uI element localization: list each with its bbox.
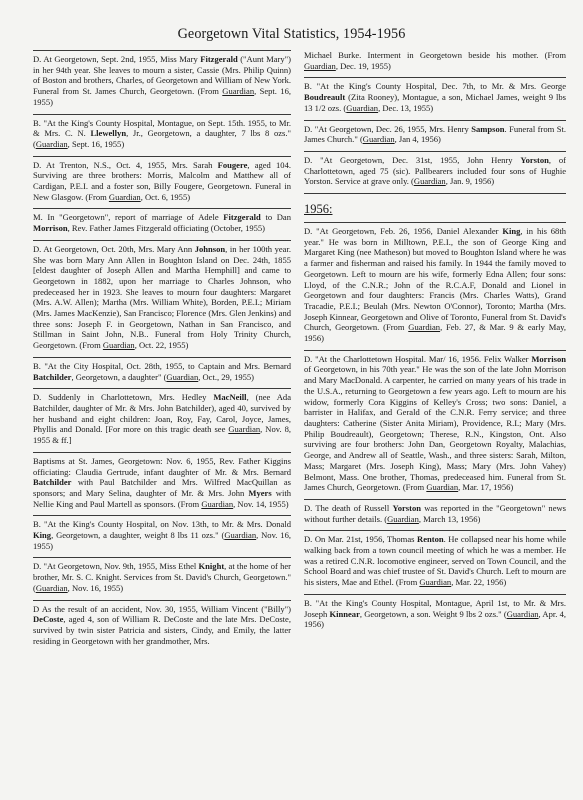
surname: Knight	[198, 561, 225, 572]
entry-text: . He collapsed near his home while walking back from a town council meeting of which he was a member. He was a retired C.N.R. locomotive engineer, served on Town Council, and the School Board and was chief trustee of St. David's Church. Left to mourn are his sisters, Mae and Ethel. (From	[304, 534, 566, 588]
source-date: , Nov. 16, 1955)	[33, 530, 291, 551]
source-date: , Nov. 16, 1955)	[67, 582, 124, 593]
source-date: , Nov. 14, 1955)	[233, 498, 289, 509]
entry-text: B. "At the King's County Hospital, Montague, April 1st, to Mr. & Mrs. Joseph	[304, 597, 566, 619]
source-name: Guardian	[35, 138, 68, 149]
entry-text: , Georgetown, a daughter, weight 8 lbs 11 ozs." (	[51, 530, 225, 541]
year-heading-text: 1956:	[304, 202, 333, 217]
surname: Renton	[417, 534, 444, 545]
entry-text: Michael Burke. Interment in Georgetown beside his mother. (From	[304, 50, 566, 60]
source-date: , Dec. 19, 1955)	[335, 60, 391, 71]
entry-text: B. "At the King's County Hospital, Dec. 7th, to Mr. & Mrs. George	[304, 81, 566, 92]
surname: Morrison	[531, 353, 566, 364]
entry-text: . Funeral from St. James Church." (	[304, 123, 566, 145]
surname: Yorston	[520, 154, 549, 165]
source-name: Guardian	[102, 340, 135, 351]
record-entry	[33, 208, 291, 233]
entry-text: , aged 4, son of William R. DeCoste and the late Mrs. DeCoste, survived by twin sister Patricia and sisters, Cindy, and Emily, the latter residing in Georgetown with her grandmother, Mrs.	[33, 614, 291, 646]
entry-text: , Georgetown, a daughter" (	[71, 371, 167, 382]
entry-text: Baptisms at St. James, Georgetown: Nov. 6, 1955, Rev. Father Kiggins officiating: Claudia Gertrude, infant daughter of Mr. & Mrs. Bernard	[33, 455, 291, 477]
surname: DeCoste	[33, 614, 64, 625]
source-name: Guardian	[408, 322, 441, 333]
entry-text: M. In "Georgetown", report of marriage of Adele	[33, 212, 224, 223]
record-entry	[33, 50, 291, 108]
record-entry	[33, 557, 291, 593]
record-entry	[33, 156, 291, 203]
entry-text: B. "At the City Hospital, Oct. 28th, 1955, to Captain and Mrs. Bernard	[33, 360, 291, 371]
source-name: Guardian	[413, 176, 446, 187]
record-entry	[304, 151, 566, 187]
record-entry	[304, 530, 566, 588]
record-entry	[33, 388, 291, 446]
record-entry	[33, 515, 291, 551]
entry-text: , in her 100th year. She was born Mary Ann Allen in Boughton Island on Dec. 24th, 1855 [eldest daughter of Joseph Allen and Martha Hemphill] and came to Georgetown in 1882, upon her marriage to Charles Johnson, who predeceased her in 1923. She leaves to mourn four daughters: Margaret (Mrs. A.W. Allen); Martha (Mrs. William White), Borden, P.E.I.; Miriam (Mrs. James MacKenzie), San Francisco; Florence (Mrs. Glen Jenkins) and three sons: Joseph F. in Georgetown, Nathan in San Francisco, and Stillman in Saint John, N.B.. Funeral from Holy Trinity Church, Georgetown. (From	[33, 243, 291, 351]
record-entry	[304, 77, 566, 113]
source-date: , Jan. 9, 1956)	[445, 176, 495, 187]
source-name: Guardian	[426, 482, 459, 493]
entry-text: , (nee Ada Batchilder, daughter of Mr. & Mrs. John Batchilder), aged 40, survived by her husband and eight children: Joan, Roy, Fay, Carol, Joyce, James, Phyllis and Donald. [For more on this tragic death see	[33, 392, 291, 435]
entry-text: with Paul Batchilder and Mrs. Wilfred MacQuillan as sponsors; and Mary Selina, daughter of Mr. & Mrs. John	[33, 477, 291, 498]
source-date: , Feb. 27, & Mar. 9 & early May, 1956)	[304, 322, 566, 344]
left-column	[33, 50, 291, 792]
surname: Morrison	[33, 223, 68, 234]
surname: Batchilder	[33, 371, 72, 382]
entry-text: , Georgetown, a son. Weight 9 lbs 2 ozs." (	[359, 608, 507, 619]
entry-text: , Jr., Georgetown, a daughter, 7 lbs 8 ozs." (	[33, 128, 291, 149]
surname: Fougere	[217, 159, 248, 170]
source-name: Guardian	[346, 102, 379, 113]
source-date: , Mar. 17, 1956)	[458, 482, 514, 493]
surname: Kinnear	[329, 608, 360, 619]
source-date: , Oct. 22, 1955)	[134, 340, 189, 351]
right-column-top-entries	[304, 50, 566, 187]
year-heading-1956	[304, 193, 566, 216]
source-name: Guardian	[228, 424, 261, 435]
surname: Boudreault	[304, 92, 346, 103]
entry-text: of Georgetown, in his 70th year." He was the son of the late John Morrison and Mary MacDonald. A carpenter, he carried on many years of his trade in the U.S.A., returning to Georgetown a few years ago. Left to mourn are his widow, formerly Cora Kiggins of Kelley's Cross; two sons: Daniel, a barrister in Halifax, and Gerald of the C.N.R. Ferry service; and three daughters: Catherine (Sister Anita Miriam), Providence, R.I.; Mary (Mrs. Philip Boudreault), Georgetown; Therese, R.N., Kingston, Ont. Also surviving are four brothers: John Dan, Georgetown Royalty, Malachias, George, and Andrew all of Seattle, Wash., and three sisters: Sarah, Milton, Mass; Margaret (Mrs. Joseph King), Mass; Mary (Mrs. John Vahey) Belmont, Mass. One brother, Thomas, predeceased him. Funeral from St. James Church, Georgetown. (From	[304, 364, 566, 493]
source-name: Guardian	[222, 86, 255, 97]
source-date: , Mar. 22, 1956)	[451, 577, 507, 588]
record-entry	[304, 350, 566, 493]
surname: Llewellyn	[90, 128, 127, 139]
entry-text: D. "At Georgetown, Dec. 31st, 1955, John Henry	[304, 154, 521, 165]
record-entry	[33, 357, 291, 382]
source-name: Guardian	[224, 530, 257, 541]
entry-text: B. "At the King's County Hospital, Montague, on Sept. 15th. 1955, to Mr. & Mrs. C. N.	[33, 117, 291, 139]
entry-text: D As the result of an accident, Nov. 30, 1955, William Vincent ("Billy")	[33, 603, 291, 614]
source-name: Guardian	[506, 608, 539, 619]
entry-text: D. On Mar. 21st, 1956, Thomas	[304, 534, 418, 545]
surname: King	[502, 226, 521, 237]
entry-text: to Dan	[260, 212, 291, 223]
entry-text: , at the home of her brother, Mr. S. C. Knight. Services from St. David's Church, Georgetown." (	[33, 561, 291, 593]
entry-text: D. The death of Russell	[304, 502, 393, 513]
surname: MacNeill	[213, 392, 247, 403]
surname: Sampson	[471, 123, 505, 134]
source-date: , Dec. 13, 1955)	[378, 102, 434, 113]
entry-text: , Rev. Father James Fitzgerald officiating (October, 1955)	[67, 223, 266, 234]
entry-text: ("Aunt Mary") in her 94th year. She leaves to mourn a sister, Cassie (Mrs. Philip Quinn) of Boston and brothers, Charles, of Georgetown and William of New York. Funeral from St. James Church, Georgetown. (From	[33, 54, 291, 97]
record-entry	[33, 452, 291, 510]
record-entry	[33, 114, 291, 150]
source-name: Guardian	[166, 371, 199, 382]
surname: Yorston	[392, 502, 421, 513]
source-date: , Oct., 29, 1955)	[198, 371, 255, 382]
source-date: , Apr. 4, 1956)	[304, 608, 566, 630]
entry-text: D. At Georgetown, Oct. 20th, Mrs. Mary Ann	[33, 243, 195, 254]
source-date: , Oct. 6, 1955)	[140, 191, 191, 202]
entry-text: , aged 104. Surviving are three brothers: Morris, Malcolm and Matthew all of Cardigan, P.E.I. and a foster son, Billy Fougere, Georgetown. Funeral in New Glasgow. (From	[33, 159, 291, 202]
entry-text: D. Suddenly in Charlottetown, Mrs. Hedley	[33, 392, 214, 403]
record-entry	[304, 50, 566, 71]
page-title: Georgetown Vital Statistics, 1954-1956	[177, 26, 406, 42]
entry-text: B. "At the King's County Hospital, on Nov. 13th, to Mr. & Mrs. Donald	[33, 519, 291, 530]
entry-text: D. At Trenton, N.S., Oct. 4, 1955, Mrs. Sarah	[33, 159, 218, 170]
right-column	[304, 50, 566, 792]
entry-text: was reported in the "Georgetown" news without further details. (	[304, 502, 566, 524]
surname: Fitzgerald	[200, 54, 238, 64]
entry-text: D. "At the Charlottetown Hospital. Mar/ 16, 1956. Felix Walker	[304, 353, 532, 364]
entry-text: D. "At Georgetown, Dec. 26, 1955, Mrs. Henry	[304, 123, 472, 134]
entry-text: with Nellie King and Paul Martell as sponsors. (From	[33, 487, 291, 509]
surname: Fitzgerald	[223, 212, 261, 223]
record-entry	[33, 240, 291, 351]
source-date: , Nov. 8, 1955 & ff.]	[33, 424, 291, 446]
entry-text: (Zita Rooney), Montague, a son, Michael James, weight 9 lbs 13 1/2 ozs. (	[304, 92, 566, 113]
source-date: , Sept. 16, 1955)	[33, 86, 291, 107]
entry-text: , of Charlottetown, aged 75 (sic). Pallbearers included four sons of Hughie Yorston. Service at grave only. (	[304, 154, 566, 187]
record-entry	[304, 222, 566, 344]
source-name: Guardian	[108, 191, 141, 202]
right-column-bottom-entries	[304, 222, 566, 630]
record-entry	[33, 600, 291, 647]
source-date: , Jan 4, 1956)	[394, 134, 441, 145]
source-name: Guardian	[362, 134, 395, 145]
source-name: Guardian	[35, 582, 68, 593]
entry-text: D. "At Georgetown, Nov. 9th, 1955, Miss Ethel	[33, 561, 199, 572]
entry-text: D. At Georgetown, Sept. 2nd, 1955, Miss Mary	[33, 54, 201, 64]
source-name: Guardian	[387, 513, 419, 524]
record-entry	[304, 120, 566, 145]
record-entry	[304, 499, 566, 524]
source-date: , Sept. 16, 1955)	[67, 138, 125, 149]
surname: Myers	[248, 487, 272, 498]
entry-text: , in his 68th year." He was born in Milltown, P.E.I., the son of George King and Margaret King (nee Matheson) but moved to Boughton Island where he was a farmer and fisherman and raised his family. In 1944 the family moved to Georgetown. Left to mourn are his wife, formerly Edna Allen; four sons: Lloyd, of the C.N.R.; John of the R.C.A.F, Donald and Lionel in Georgetown and four daughters: Francis (Mrs. Charles Watts), Grand Tracadie, P.E.I.; Beulah (Mrs. Newton O'Connor), Toronto; Martha (Mrs. Joseph Kinnear, Georgetown and Olive of Toronto, Funeral from St. David's Church, Georgetown. (From	[304, 226, 566, 333]
source-name: Guardian	[304, 60, 336, 71]
source-date: , March 13, 1956)	[418, 513, 481, 524]
entry-text: D. "At Georgetown, Feb. 26, 1956, Daniel Alexander	[304, 226, 503, 237]
source-name: Guardian	[419, 577, 452, 588]
surname: Batchilder	[33, 477, 72, 488]
source-name: Guardian	[201, 498, 234, 509]
surname: King	[33, 530, 52, 541]
record-entry	[304, 594, 566, 630]
surname: Johnson	[194, 243, 226, 254]
